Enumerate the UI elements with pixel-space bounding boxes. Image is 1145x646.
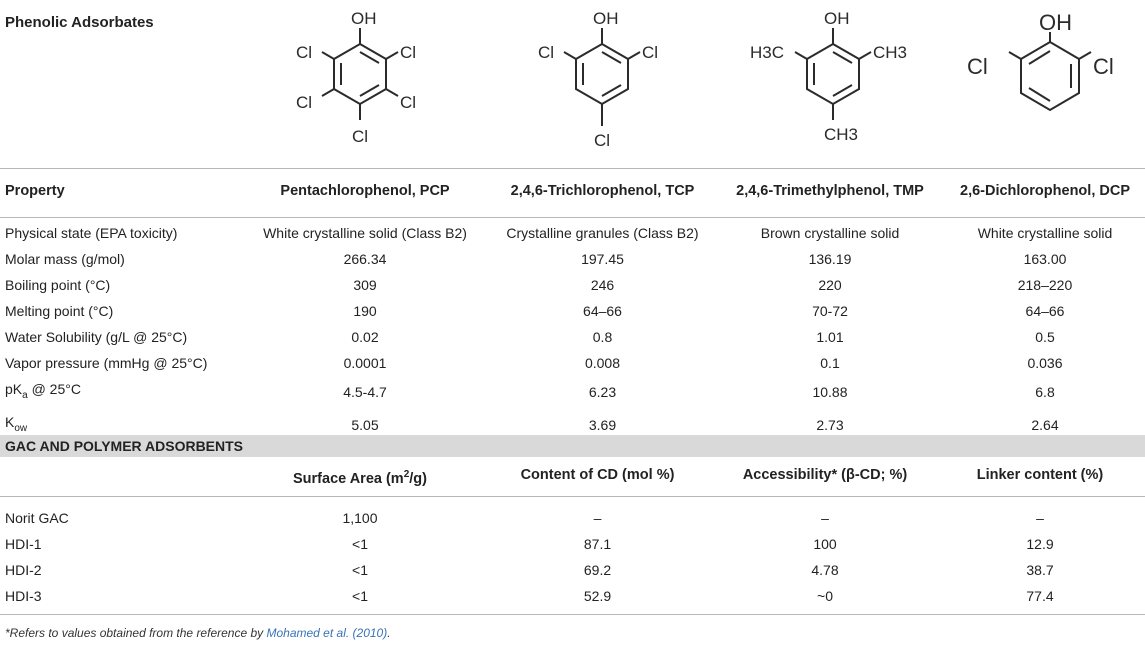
svg-text:Cl: Cl	[1093, 54, 1114, 79]
header-accessibility: Accessibility* (β-CD; %)	[742, 467, 908, 483]
svg-text:Cl: Cl	[296, 93, 313, 112]
table-row: Norit GAC 1,100 – – –	[5, 510, 1044, 526]
svg-text:Cl: Cl	[967, 54, 988, 79]
table-row: $pK_a$ @ 25°C 4.5-4.7 6.23 10.88 6.8	[0, 376, 1145, 409]
header-surface-area: Surface Area $(m^2/g)$	[293, 469, 427, 487]
svg-text:Cl: Cl	[296, 43, 313, 62]
svg-text:OH: OH	[824, 9, 850, 28]
header-cd-content: Content of CD (mol %)	[520, 467, 675, 483]
table-row: Vapor pressure (mmHg @ 25°C) 0.0001 0.008 0.1 0.036	[5, 355, 1063, 371]
reference-link[interactable]: Mohamed et al. (2010)	[266, 626, 388, 640]
pcp-oh-label: OH	[351, 9, 377, 28]
header-dcp: 2,6-Dichlorophenol, DCP	[960, 183, 1130, 199]
header-tcp: 2,4,6-Trichlorophenol, TCP	[510, 183, 695, 199]
svg-text:CH3: CH3	[873, 43, 908, 62]
svg-text:Cl: Cl	[400, 93, 417, 112]
header-linker-content: Linker content (%)	[976, 467, 1104, 483]
svg-text:OH: OH	[593, 9, 619, 28]
tmp-structure	[748, 2, 918, 162]
dcp-structure	[965, 2, 1145, 162]
header-tmp: 2,4,6-Trimethylphenol, TMP	[736, 183, 924, 199]
svg-text:Cl: Cl	[538, 43, 555, 62]
table-row: Boiling point (°C) 309 246 220 218–220	[5, 277, 1073, 293]
adsorbates-label: Phenolic Adsorbates	[5, 14, 154, 31]
svg-text:Cl: Cl	[594, 131, 611, 150]
pcp-structure	[280, 2, 440, 162]
svg-text:Cl: Cl	[400, 43, 417, 62]
table-row: HDI-3 <1 52.9 ~0 77.4	[5, 588, 1054, 604]
kow-label: $K_{ow}$	[5, 413, 28, 434]
properties-table	[0, 168, 1145, 442]
table-row: HDI-2 <1 69.2 4.78 38.7	[5, 562, 1054, 578]
svg-text:H3C: H3C	[750, 43, 785, 62]
svg-text:Cl: Cl	[642, 43, 659, 62]
table-row: Physical state (EPA toxicity) White crystalline solid (Class B2) Crystalline granules (Class B2) Brown crystalline solid White crystalline solid	[5, 225, 1113, 241]
table-row: Water Solubility (g/L @ 25°C) 0.02 0.8 1.01 0.5	[5, 329, 1055, 345]
footnote: *Refers to values obtained from the reference by Mohamed et al. (2010).	[5, 626, 391, 640]
divider-bottom	[0, 614, 1145, 615]
table-row: Molar mass (g/mol) 266.34 197.45 136.19 163.00	[5, 251, 1067, 267]
header-pcp: Pentachlorophenol, PCP	[280, 183, 450, 199]
tcp-structure	[522, 2, 682, 162]
table-row: HDI-1 <1 87.1 100 12.9	[5, 536, 1054, 552]
table-row: Melting point (°C) 190 64–66 70-72 64–66	[5, 303, 1065, 319]
svg-text:OH: OH	[1039, 10, 1072, 35]
table-row: $K_{ow}$ 5.05 3.69 2.73 2.64	[0, 409, 1145, 442]
header-property: Property	[5, 183, 65, 199]
section-title: GAC AND POLYMER ADSORBENTS	[5, 438, 244, 454]
properties-header-row	[0, 168, 1145, 214]
pka-label: $pK_a$ @ 25°C	[5, 381, 81, 401]
section-band	[0, 435, 1145, 457]
divider-adsorbents	[0, 496, 1145, 497]
svg-text:Cl: Cl	[352, 127, 369, 146]
svg-text:CH3: CH3	[824, 125, 859, 144]
